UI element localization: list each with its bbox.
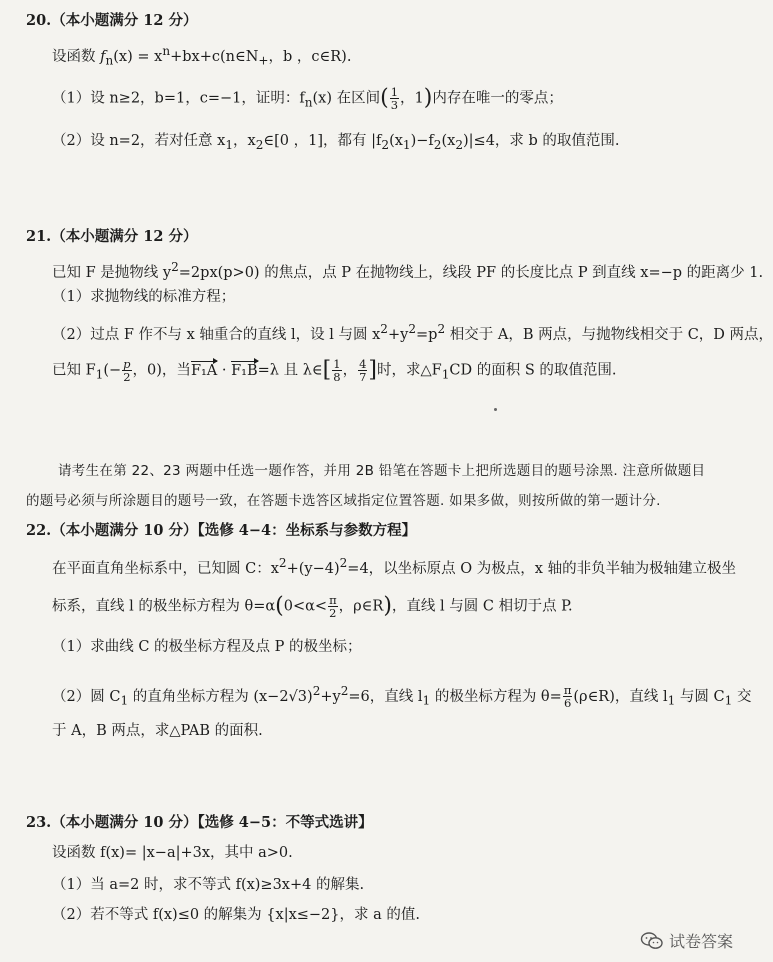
scan-speck (494, 408, 497, 411)
q22-part1: （1）求曲线 C 的极坐标方程及点 P 的极坐标； (52, 639, 362, 655)
instruction-line-2: 的题号必须与所涂题目的题号一致，在答题卡选答区域指定位置答题. 如果多做，则按所做的第一题计分. (26, 493, 661, 509)
q21-part2: （2）过点 F 作不与 x 轴重合的直线 l，设 l 与圆 $x^2+y^2=p^2$ 相交于 A，B 两点，与抛物线相交于 C，D 两点， (52, 322, 773, 343)
q23-heading: 23.（本小题满分 10 分）【选修 4−5：不等式选讲】 (26, 814, 373, 831)
q21-part2-cont: 已知 $F_1(-$ $\frac{p}{2}$ ，0)，当F₁A · F₁B=λ 且 λ∈[ $\frac{1}{8}$ ， $\frac{4}{7}$ ]时，求$\triangle F_1CD$ 的面积 S 的取值范围. (52, 357, 617, 384)
q23-part2: （2）若不等式 f(x)≤0 的解集为 {x|x≤−2}，求 a 的值. (52, 907, 420, 923)
watermark (641, 929, 733, 952)
vector-f1b: F₁B (231, 360, 258, 382)
watermark-text: 试卷答案 (668, 932, 733, 951)
q22-heading: 22.（本小题满分 10 分）【选修 4−4：坐标系与参数方程】 (26, 522, 417, 539)
q23-part1: （1）当 a=2 时，求不等式 f(x)≥3x+4 的解集. (52, 877, 365, 893)
q22-part2: （2）圆 $C_1$ 的直角坐标方程为 $(x-2√3)^2+y^2=6$，直线 $l_1$ 的极坐标方程为 θ= $\frac{\pi}{6}$ (ρ∈R)，直线 $l_1$ 与圆 $C_1$ 交 (52, 683, 752, 711)
q20-part2: （2）设 n=2，若对任意 $x_1$，$x_2\in[0$ ，1]，都有 $|f_2(x_1)-f_2(x_2)|\le 4$，求 b 的取值范围. (52, 133, 620, 152)
q23-stem: 设函数 f(x)= |x−a|+3x，其中 a>0. (52, 845, 293, 861)
q22-stem-2: 标系，直线 l 的极坐标方程为 θ=α(0<α< $\frac{\pi}{2}$ ，ρ∈R)，直线 l 与圆 C 相切于点 P. (52, 593, 573, 620)
q21-heading: 21.（本小题满分 12 分） (26, 228, 198, 245)
q21-part1: （1）求抛物线的标准方程； (52, 289, 236, 305)
q20-heading: 20.（本小题满分 12 分） (26, 12, 198, 29)
vector-f1a: F₁A (191, 360, 217, 382)
q22-part2-cont: 于 A，B 两点，求△PAB 的面积. (52, 723, 263, 739)
q22-stem-1: 在平面直角坐标系中，已知圆 C：$x^2+(y-4)^2=4$，以坐标原点 O 为极点，x 轴的非负半轴为极轴建立极坐 (52, 556, 737, 577)
instruction-line-1: 请考生在第 22、23 两题中任选一题作答，并用 2B 铅笔在答题卡上把所选题目的题号涂黑. 注意所做题目 (58, 463, 706, 479)
q20-stem: 设函数 $f_n(x)$ = $x^n+bx+c(n\in N_+$，b ，c∈R). (52, 44, 352, 68)
q21-stem: 已知 F 是抛物线 $y^2=2px(p>0)$ 的焦点，点 P 在抛物线上，线段 PF 的长度比点 P 到直线 x=−p 的距离少 1. (52, 260, 764, 281)
q20-part1: （1）设 n≥2，b=1，c=−1，证明：$f_n(x)$ 在区间( $\frac{1}{3}$ ，1)内存在唯一的零点； (52, 85, 563, 112)
wechat-icon (641, 932, 663, 950)
